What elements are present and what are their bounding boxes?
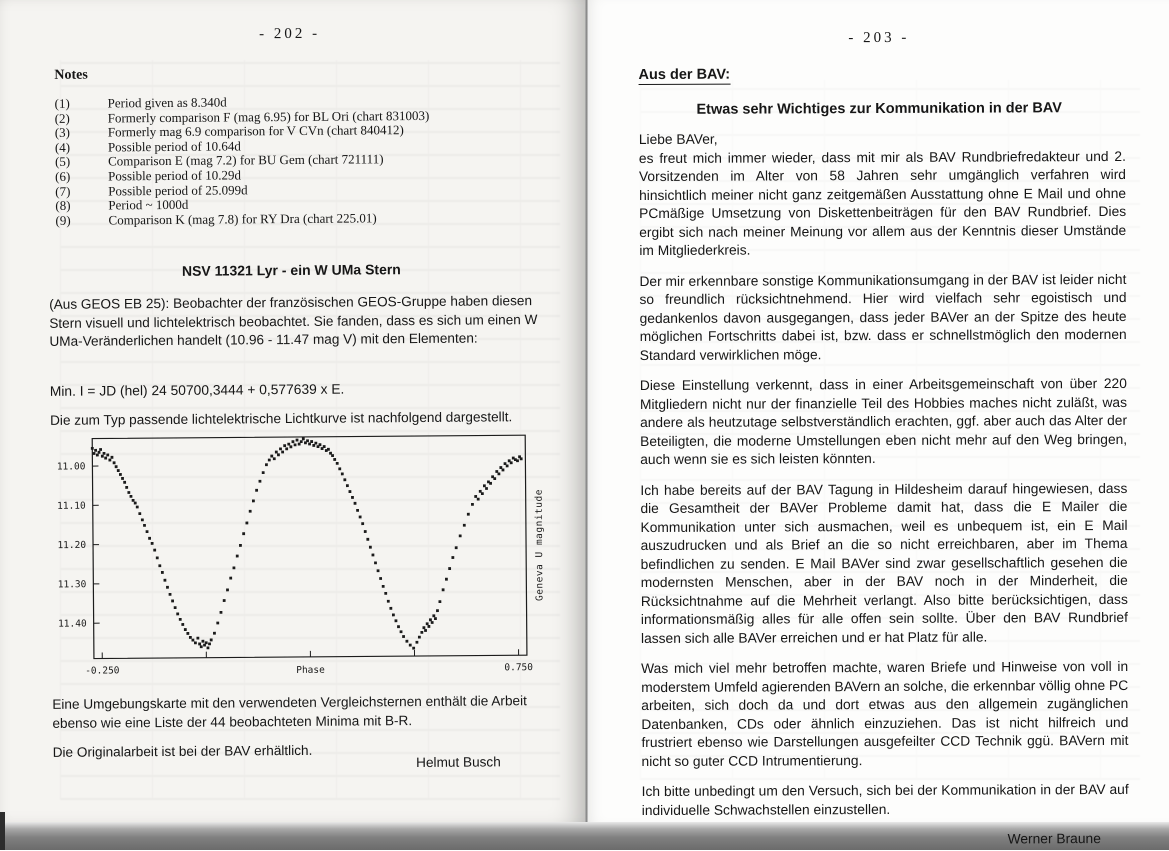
note-number: (5) [55, 155, 108, 170]
note-text: Comparison K (mag 7.8) for RY Dra (chart 225.01) [108, 211, 376, 228]
letter-paragraph: Ich habe bereits auf der BAV Tagung in Hildesheim darauf hingewiesen, dass die Gesamtheit der BAVer Probleme damit hat, dass die E Mailer die Kommunikation unter sich ausmachen, weil es unbequem ist, ein E Mail auszudrucken und als Brief an die so nicht erreichbaren, aber im Thema befindlichen zu senden. E Mail BAVer sind zwar gesellschaftlich gesehen die modernsten Menschen, aber in der BAV noch in der Minderheit, die Rücksichtnahme auf die Mehrheit verlangt. Also bitte berücksichtigen, dass informationsmäßig alles für alle offen sein sollte. Über den BAV Rundbrief lassen sich alle BAVer erreichen und er hat Platz für alle. [640, 479, 1128, 648]
section-rubric-label: Aus der BAV: [638, 67, 730, 85]
letter-salutation: Liebe BAVer, [639, 129, 1126, 150]
letter-title: Etwas sehr Wichtiges zur Kommunikation in der BAV [632, 100, 1127, 118]
note-text: Possible period of 10.64d [108, 139, 241, 155]
lightcurve-plot [46, 429, 553, 685]
x-axis-tick-label: -0.250 [85, 665, 120, 676]
author-signature-left: Helmut Busch [53, 754, 501, 773]
x-axis-title: Phase [296, 665, 325, 676]
letter-paragraph: es freut mich immer wieder, dass mit mir als BAV Rundbriefredakteur und 2. Vorsitzenden im Alter von 58 Jahren sehr umgänglich verfahren wird hinsichtlich meiner nicht ganz zeitgemäßen Ausstattung ohne E Mail und ohne PCmäßige Umsetzung von Diskettenbeiträgen für den BAV Rundbrief. Dies ergibt sich nach meiner Meinung vor allem aus der Kenntnis dieser Umstände im Mitgliederkreis. [639, 147, 1126, 260]
notes-heading: Notes [54, 68, 88, 84]
article-paragraph: Die Originalarbeit ist bei der BAV erhältlich. [53, 740, 553, 763]
plot-frame [92, 435, 527, 658]
y-axis-tick-label: 11.40 [58, 618, 87, 629]
note-number: (4) [55, 140, 108, 155]
y-axis-tick-label: 11.30 [58, 579, 87, 590]
page-number-right: - 203 - [631, 29, 1126, 48]
section-rubric [638, 67, 730, 83]
right-page-content [586, 0, 1169, 823]
author-signature-right: Werner Braune [642, 830, 1129, 851]
note-number: (1) [55, 96, 108, 111]
letter-paragraph: Ich bitte unbedingt um den Versuch, sich bei der Kommunikation in der BAV auf individuelle Schwachstellen einzustellen. [642, 781, 1129, 820]
y-axis-title: Geneva U magnitude [534, 489, 546, 601]
note-number: (8) [55, 199, 108, 214]
article-title: NSV 11321 Lyr - ein W UMa Stern [44, 260, 539, 280]
note-text: Possible period of 25.099d [108, 183, 248, 199]
note-item [55, 210, 555, 229]
note-number: (3) [55, 126, 108, 141]
y-axis-tick-label: 11.10 [57, 501, 86, 512]
note-number: (9) [55, 213, 108, 228]
note-text: Comparison E (mag 7.2) for BU Gem (chart 721111) [108, 153, 384, 170]
y-axis-tick-label: 11.20 [57, 540, 86, 551]
letter-paragraph: Was mich viel mehr betroffen machte, waren Briefe und Hinweise von voll in moderstem Umfeld agierenden BAVern an solche, die erkennbar völlig ohne PC arbeiten, sich doch da und dort etwas aus den allgemein zugänglichen Datenbanken, CDs oder ähnlich einzuziehen. Das ist nicht hilfreich und frustriert ebenso wie Darstellungen ausgefeilter CCD Technik ggü. BAVern mit nicht so guter CCD Intrumentierung. [641, 658, 1128, 771]
note-number: (2) [55, 111, 108, 126]
article-paragraph: (Aus GEOS EB 25): Beobachter der französischen GEOS-Gruppe haben diesen Stern visuell und lichtelektrisch beobachtet. Sie fanden, dass es sich um einen W UMa-Veränderlichen handelt (10.96 - 11.47 mag V) mit den Elementen: [49, 292, 549, 352]
left-page-content [0, 0, 588, 824]
letter-paragraph: Diese Einstellung verkennt, dass in einer Arbeitsgemeinschaft von über 220 Mitgliedern nicht nur der finanzielle Teil des Hobbies maches nicht zuläßt, was andere als heutzutage selbstverständlich erachten, ggf. aber auch das Alter der Beteiligten, die moderne Umstellungen eben nicht mehr auf den Weg bringen, auch wenn sie es sich leisten könnten. [640, 375, 1127, 470]
lightcurve-chart [46, 429, 553, 685]
note-number: (7) [55, 184, 108, 199]
note-text: Possible period of 10.29d [108, 168, 241, 184]
data-points [91, 436, 524, 652]
note-text: Period ~ 1000d [108, 198, 188, 213]
page-number-left: - 202 - [42, 24, 537, 45]
ephemeris-formula: Min. I = JD (hel) 24 50700,3444 + 0,577639 x E. [50, 379, 550, 402]
note-text: Period given as 8.340d [108, 96, 227, 112]
x-axis-tick-label: 0.750 [504, 662, 533, 673]
note-number: (6) [55, 169, 108, 184]
notes-list [55, 93, 556, 228]
letter-body [639, 129, 1129, 851]
note-text: Formerly comparison F (mag 6.95) for BL Ori (chart 831003) [108, 109, 430, 126]
article-paragraph: Die zum Typ passende lichtelektrische Lichtkurve ist nachfolgend dargestellt. [50, 408, 550, 431]
note-text: Formerly mag 6.9 comparison for V CVn (chart 840412) [108, 123, 404, 140]
letter-paragraph: Der mir erkennbare sonstige Kommunikationsumgang in der BAV ist leider nicht so freundlich rücksichtnehmend. Hier wird vielfach sehr egoistisch und gedankenlos davon ausgegangen, dass jeder BAVer an der Spitze des heute möglichen Fortschritts dabei ist, bzw. dass er schnellstmöglich den modernen Standard verwirklichen möge. [639, 270, 1126, 365]
y-axis-tick-label: 11.00 [57, 461, 86, 472]
article-paragraph: Eine Umgebungskarte mit den verwendeten Vergleichsternen enthält die Arbeit ebenso wie eine Liste der 44 beobachteten Minima mit B-R. [52, 692, 550, 733]
letter-paragraphs [639, 147, 1129, 820]
